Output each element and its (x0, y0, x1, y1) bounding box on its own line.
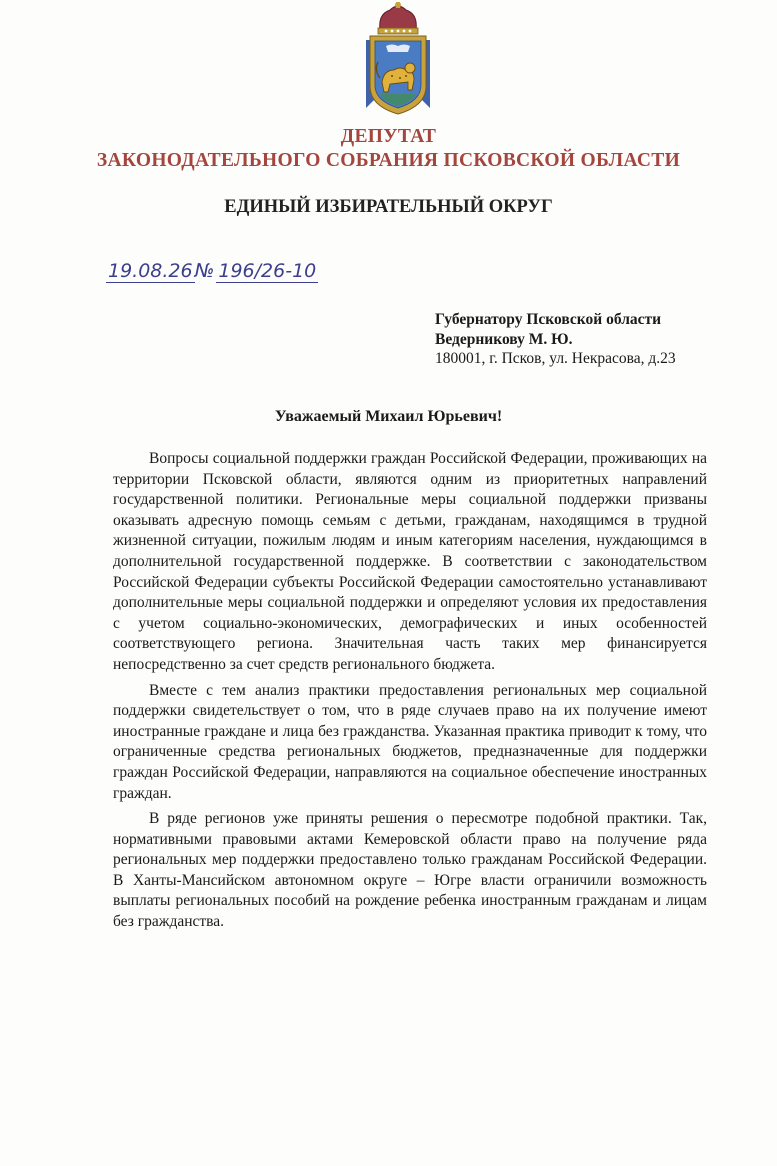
number-sign: № (194, 260, 215, 282)
addressee-position: Губернатору Псковской области (435, 311, 662, 328)
registration-number: 196/26-10 (218, 260, 317, 282)
header-title-deputy: ДЕПУТАТ (340, 126, 437, 147)
addressee-name: Ведерникову М. Ю. (435, 330, 573, 348)
crown-icon (378, 2, 418, 34)
paragraph: Вместе с тем анализ практики предоставления региональных мер социальной поддержки свидетельствует о том, что в ряде случаев право на их получение имеют иностранные граждане и лица без гражданства. Указанная практика приводит к тому, что ограниченные средства региональных бюджетов, предназначенные для поддержки граждан Российской Федерации, направляются на социальное обеспечение иностранных граждан. (113, 681, 707, 802)
registration-date: 19.08.26 (108, 260, 193, 282)
addressee-address: 180001, г. Псков, ул. Некрасова, д.23 (435, 350, 676, 367)
salutation: Уважаемый Михаил Юрьевич! (274, 408, 503, 425)
registration-stamp (106, 260, 318, 286)
addressee-block (435, 310, 676, 369)
header-title-assembly: ЗАКОНОДАТЕЛЬНОГО СОБРАНИЯ ПСКОВСКОЙ ОБЛАСТИ (96, 150, 681, 171)
paragraph: В ряде регионов уже приняты решения о пересмотре подобной практики. Так, нормативными правовыми актами Кемеровской области право на получение ряда региональных мер поддержки предоставлено только гражданам Российской Федерации. В Ханты-Мансийском автономном округе – Югре власти ограничили возможность выплаты региональных пособий на рождение ребенка иностранным гражданам и лицам без гражданства. (113, 810, 707, 931)
pskov-coat-of-arms-icon (356, 0, 440, 118)
district-title: ЕДИНЫЙ ИЗБИРАТЕЛЬНЫЙ ОКРУГ (224, 197, 553, 217)
letter-body (113, 449, 707, 938)
paragraph: Вопросы социальной поддержки граждан Российской Федерации, проживающих на территории Псковской области, являются одним из приоритетных направлений государственной политики. Региональные меры социальной поддержки призваны оказывать адресную помощь семьям с детьми, гражданам, находящимся в трудной жизненной ситуации, пожилым людям и иным категориям населения, нуждающимся в дополнительной государственной поддержке. В соответствии с законодательством Российской Федерации субъекты Российской Федерации самостоятельно устанавливают дополнительные меры социальной поддержки и определяют условия их предоставления с учетом социально-экономических, демографических и иных особенностей соответствующего региона. Значительная часть таких мер финансируется непосредственно за счет средств регионального бюджета. (113, 450, 707, 673)
